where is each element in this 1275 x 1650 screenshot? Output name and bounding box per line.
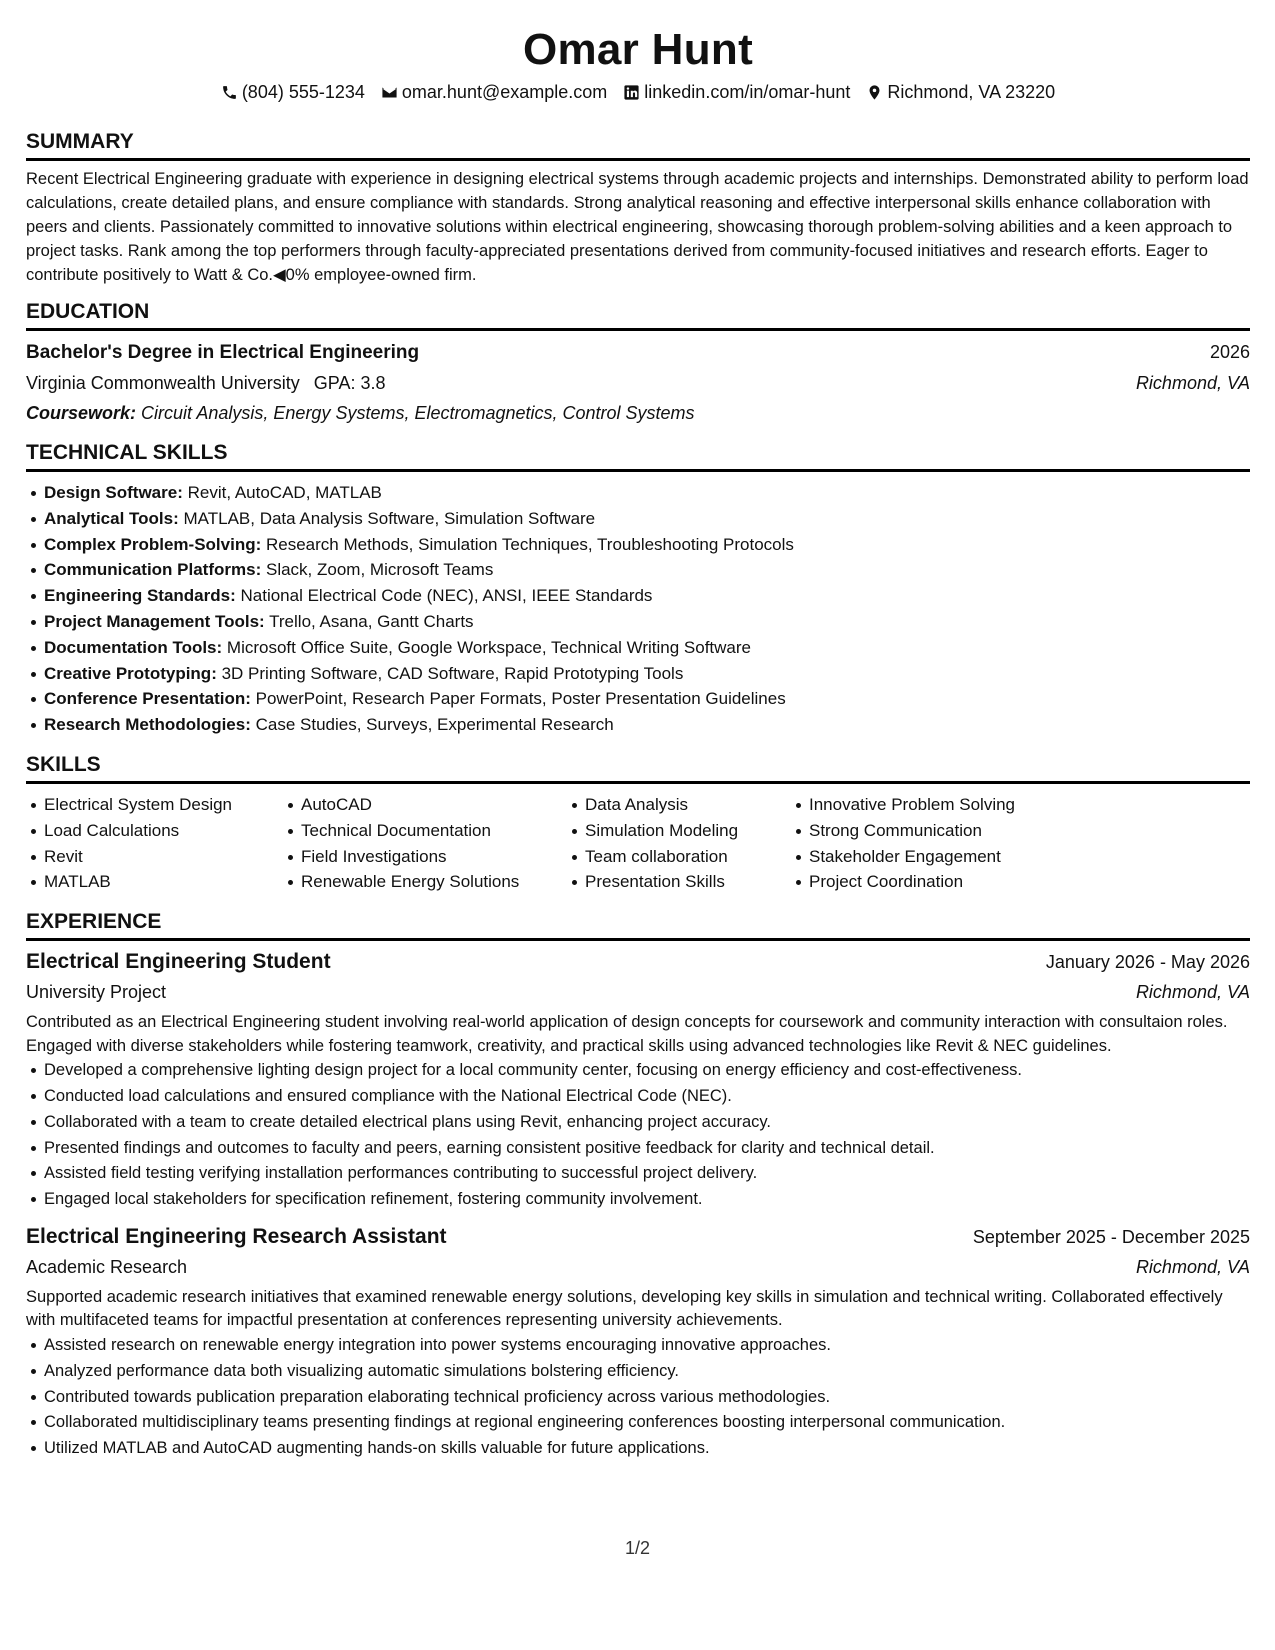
degree-name: Bachelor's Degree in Electrical Engineering bbox=[26, 342, 420, 363]
list-item: Creative Prototyping: 3D Printing Software, CAD Software, Rapid Prototyping Tools bbox=[44, 661, 1250, 687]
school-row bbox=[26, 368, 1250, 398]
contact-location bbox=[866, 80, 1055, 104]
skills-column bbox=[791, 792, 1069, 895]
list-item: Technical Documentation bbox=[301, 818, 567, 844]
email-link[interactable]: omar.hunt@example.com bbox=[401, 82, 608, 102]
job-description: Contributed as an Electrical Engineering student involving real-world application of design concepts for coursework and community interaction with consultaion roles. Engaged with diverse stakeholders while fostering teamwork, creativity, and practical skills using advanced technologies like Revit & NEC guidelines. bbox=[26, 1013, 1228, 1055]
coursework-label: Coursework: bbox=[26, 403, 137, 423]
job-description: Supported academic research initiatives that examined renewable energy solutions, developing key skills in simulation and technical writing. Collaborated effectively with multifaceted teams for impactful presentation at conferences representing university achievements. bbox=[26, 1287, 1223, 1330]
list-item: Stakeholder Engagement bbox=[809, 844, 1069, 870]
contact-bar bbox=[26, 80, 1250, 104]
experience-entry bbox=[26, 947, 1250, 1213]
list-item: Complex Problem-Solving: Research Methods, Simulation Techniques, Troubleshooting Protocols bbox=[44, 532, 1250, 558]
list-item: Contributed towards publication preparation elaborating technical proficiency across various methodologies. bbox=[44, 1385, 1250, 1411]
list-item: Design Software: Revit, AutoCAD, MATLAB bbox=[44, 480, 1250, 506]
list-item: Developed a comprehensive lighting design project for a local community center, focusing on energy efficiency and cost-effectiveness. bbox=[44, 1058, 1250, 1084]
technical-skills-list bbox=[26, 480, 1250, 738]
school-location: Richmond, VA bbox=[1135, 373, 1250, 393]
phone-icon bbox=[221, 84, 238, 101]
summary-heading: SUMMARY bbox=[26, 129, 1250, 161]
skills-column bbox=[26, 792, 283, 895]
contact-email[interactable] bbox=[381, 80, 607, 104]
list-item: Engineering Standards: National Electrical Code (NEC), ANSI, IEEE Standards bbox=[44, 583, 1250, 609]
linkedin-icon bbox=[623, 84, 640, 101]
envelope-icon bbox=[381, 84, 398, 101]
skills-heading: SKILLS bbox=[26, 752, 1250, 784]
skills-column bbox=[567, 792, 791, 895]
list-item: Assisted research on renewable energy integration into power systems encouraging innovative approaches. bbox=[44, 1333, 1250, 1359]
list-item: Load Calculations bbox=[44, 818, 283, 844]
list-item: Collaborated with a team to create detailed electrical plans using Revit, enhancing project accuracy. bbox=[44, 1110, 1250, 1136]
list-item: Utilized MATLAB and AutoCAD augmenting hands-on skills valuable for future applications. bbox=[44, 1436, 1250, 1462]
list-item: AutoCAD bbox=[301, 792, 567, 818]
summary-text: Recent Electrical Engineering graduate with experience in designing electrical systems through academic projects and internships. Demonstrated ability to perform load calculations, create detailed plans, and ensure compliance with standards. Strong analytical reasoning and effective interpersonal skills enhance collaboration with peers and clients. Passionately committed to innovative solutions within electrical engineering, showcasing thorough problem-solving abilities and a keen approach to project tasks. Rank among the top performers through faculty-appreciated presentations derived from community-focused initiatives and research efforts. Eager to contribute positively to Watt & Co.◀0% employee-owned firm. bbox=[26, 170, 1249, 284]
experience-heading: EXPERIENCE bbox=[26, 909, 1250, 941]
phone-text: (804) 555-1234 bbox=[241, 82, 365, 102]
job-title: Electrical Engineering Student bbox=[26, 950, 331, 974]
list-item: Field Investigations bbox=[301, 844, 567, 870]
list-item: Analyzed performance data both visualizing automatic simulations bolstering efficiency. bbox=[44, 1359, 1250, 1385]
resume-page bbox=[26, 0, 1250, 1650]
list-item: Conference Presentation: PowerPoint, Research Paper Formats, Poster Presentation Guidelines bbox=[44, 686, 1250, 712]
list-item: Research Methodologies: Case Studies, Surveys, Experimental Research bbox=[44, 712, 1250, 738]
contact-linkedin[interactable] bbox=[623, 80, 850, 104]
list-item: Electrical System Design bbox=[44, 792, 283, 818]
location-text: Richmond, VA 23220 bbox=[887, 82, 1056, 102]
list-item: Documentation Tools: Microsoft Office Suite, Google Workspace, Technical Writing Software bbox=[44, 635, 1250, 661]
list-item: Project Management Tools: Trello, Asana, Gantt Charts bbox=[44, 609, 1250, 635]
contact-phone bbox=[221, 80, 365, 104]
gpa: GPA: 3.8 bbox=[313, 373, 386, 393]
list-item: Conducted load calculations and ensured compliance with the National Electrical Code (NEC). bbox=[44, 1084, 1250, 1110]
skills-column bbox=[283, 792, 567, 895]
job-location: Richmond, VA bbox=[1135, 1256, 1250, 1277]
education-heading: EDUCATION bbox=[26, 299, 1250, 331]
job-bullets bbox=[26, 1333, 1250, 1462]
list-item: Communication Platforms: Slack, Zoom, Microsoft Teams bbox=[44, 557, 1250, 583]
coursework-list: Circuit Analysis, Energy Systems, Electromagnetics, Control Systems bbox=[141, 403, 695, 423]
list-item: Presented findings and outcomes to faculty and peers, earning consistent positive feedback for clarity and technical detail. bbox=[44, 1136, 1250, 1162]
map-pin-icon bbox=[866, 84, 883, 101]
job-dates: September 2025 - December 2025 bbox=[972, 1226, 1250, 1247]
list-item: Presentation Skills bbox=[585, 869, 791, 895]
school-name: Virginia Commonwealth University bbox=[26, 373, 300, 393]
list-item: Collaborated multidisciplinary teams presenting findings at regional engineering conferences boosting interpersonal communication. bbox=[44, 1410, 1250, 1436]
job-organization: University Project bbox=[26, 982, 167, 1003]
experience-entry bbox=[26, 1222, 1250, 1462]
technical-skills-heading: TECHNICAL SKILLS bbox=[26, 440, 1250, 472]
coursework bbox=[26, 398, 1250, 428]
list-item: MATLAB bbox=[44, 869, 283, 895]
list-item: Assisted field testing verifying installation performances contributing to successful project delivery. bbox=[44, 1161, 1250, 1187]
job-title: Electrical Engineering Research Assistant bbox=[26, 1224, 447, 1248]
job-location: Richmond, VA bbox=[1135, 982, 1250, 1003]
list-item: Data Analysis bbox=[585, 792, 791, 818]
list-item: Engaged local stakeholders for specification refinement, fostering community involvement. bbox=[44, 1187, 1250, 1213]
list-item: Renewable Energy Solutions bbox=[301, 869, 567, 895]
list-item: Analytical Tools: MATLAB, Data Analysis Software, Simulation Software bbox=[44, 506, 1250, 532]
list-item: Revit bbox=[44, 844, 283, 870]
job-dates: January 2026 - May 2026 bbox=[1045, 952, 1250, 973]
page-number: 1/2 bbox=[624, 1538, 651, 1558]
job-organization: Academic Research bbox=[26, 1256, 188, 1277]
candidate-name: Omar Hunt bbox=[522, 25, 754, 74]
list-item: Team collaboration bbox=[585, 844, 791, 870]
list-item: Project Coordination bbox=[809, 869, 1069, 895]
list-item: Strong Communication bbox=[809, 818, 1069, 844]
education-entry bbox=[26, 337, 1250, 368]
linkedin-link[interactable]: linkedin.com/in/omar-hunt bbox=[644, 82, 851, 102]
skills-grid bbox=[26, 792, 1250, 895]
job-bullets bbox=[26, 1058, 1250, 1213]
graduation-year: 2026 bbox=[1209, 342, 1250, 362]
list-item: Simulation Modeling bbox=[585, 818, 791, 844]
list-item: Innovative Problem Solving bbox=[809, 792, 1069, 818]
